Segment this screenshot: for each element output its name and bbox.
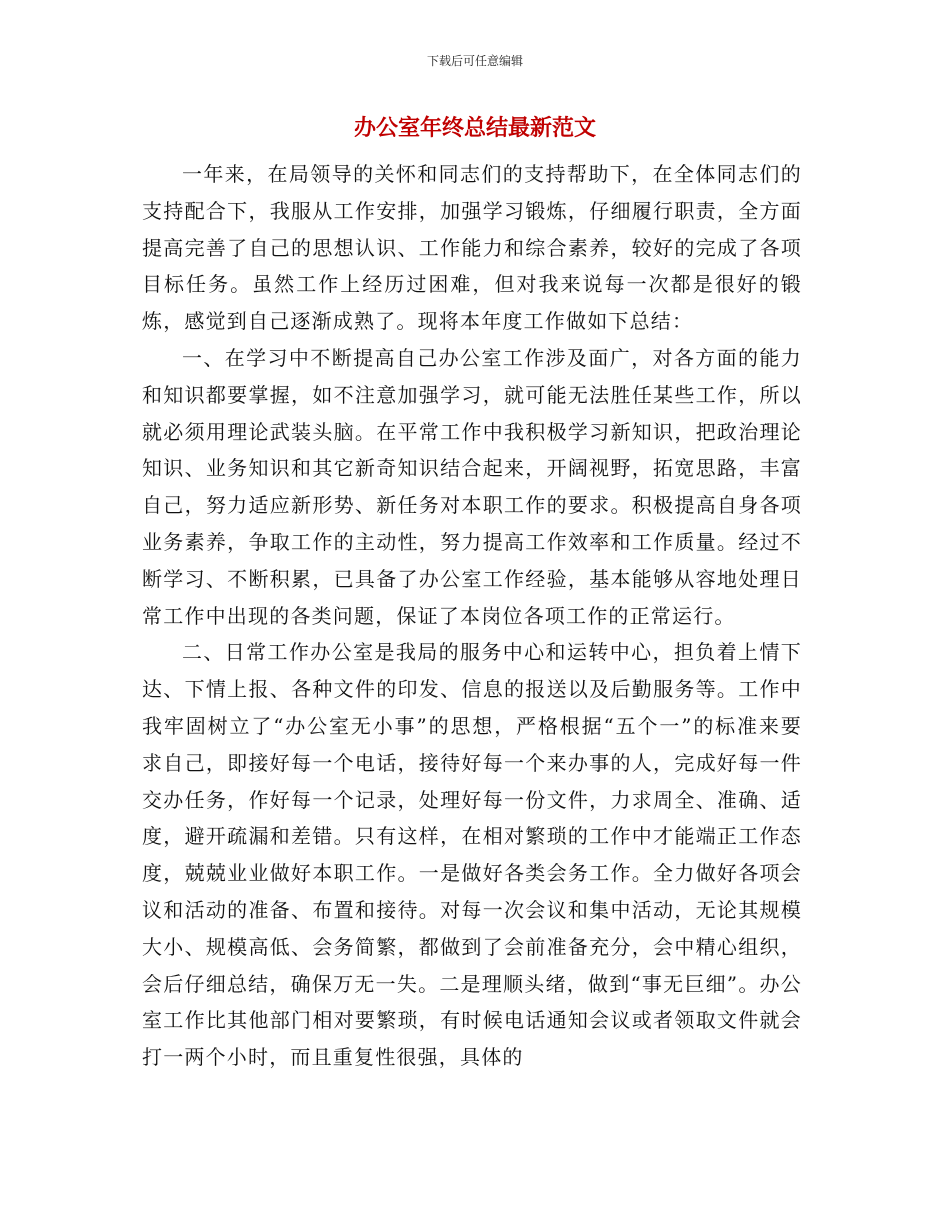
document-body	[142, 156, 802, 1076]
paragraph-study: 一、在学习中不断提高自己办公室工作涉及面广，对各方面的能力和知识都要掌握，如不注意加强学习，就可能无法胜任某些工作，所以就必须用理论武装头脑。在平常工作中我积极学习新知识，把政治理论知识、业务知识和其它新奇知识结合起来，开阔视野，拓宽思路，丰富自己，努力适应新形势、新任务对本职工作的要求。积极提高自身各项业务素养，争取工作的主动性，努力提高工作效率和工作质量。经过不断学习、不断积累，已具备了办公室工作经验，基本能够从容地处理日常工作中出现的各类问题，保证了本岗位各项工作的正常运行。	[142, 345, 802, 628]
document-title: 办公室年终总结最新范文	[353, 115, 596, 141]
paragraph-intro: 一年来，在局领导的关怀和同志们的支持帮助下，在全体同志们的支持配合下，我服从工作安排，加强学习锻炼，仔细履行职责，全方面提高完善了自己的思想认识、工作能力和综合素养，较好的完成了各项目标任务。虽然工作上经历过困难，但对我来说每一次都是很好的锻炼，感觉到自己逐渐成熟了。现将本年度工作做如下总结：	[142, 162, 802, 334]
paragraph-daily-work: 二、日常工作办公室是我局的服务中心和运转中心，担负着上情下达、下情上报、各种文件的印发、信息的报送以及后勤服务等。工作中我牢固树立了“办公室无小事”的思想，严格根据“五个一”的标准来要求自己，即接好每一个电话，接待好每一个来办事的人，完成好每一件交办任务，作好每一个记录，处理好每一份文件，力求周全、准确、适度，避开疏漏和差错。只有这样，在相对繁琐的工作中才能端正工作态度，兢兢业业做好本职工作。一是做好各类会务工作。全力做好各项会议和活动的准备、布置和接待。对每一次会议和集中活动，无论其规模大小、规模高低、会务简繁，都做到了会前准备充分，会中精心组织，会后仔细总结，确保万无一失。二是理顺头绪，做到“事无巨细”。办公室工作比其他部门相对要繁琐，有时候电话通知会议或者领取文件就会打一两个小时，而且重复性很强，具体的	[142, 640, 802, 1070]
header-note: 下载后可任意编辑	[426, 54, 523, 68]
